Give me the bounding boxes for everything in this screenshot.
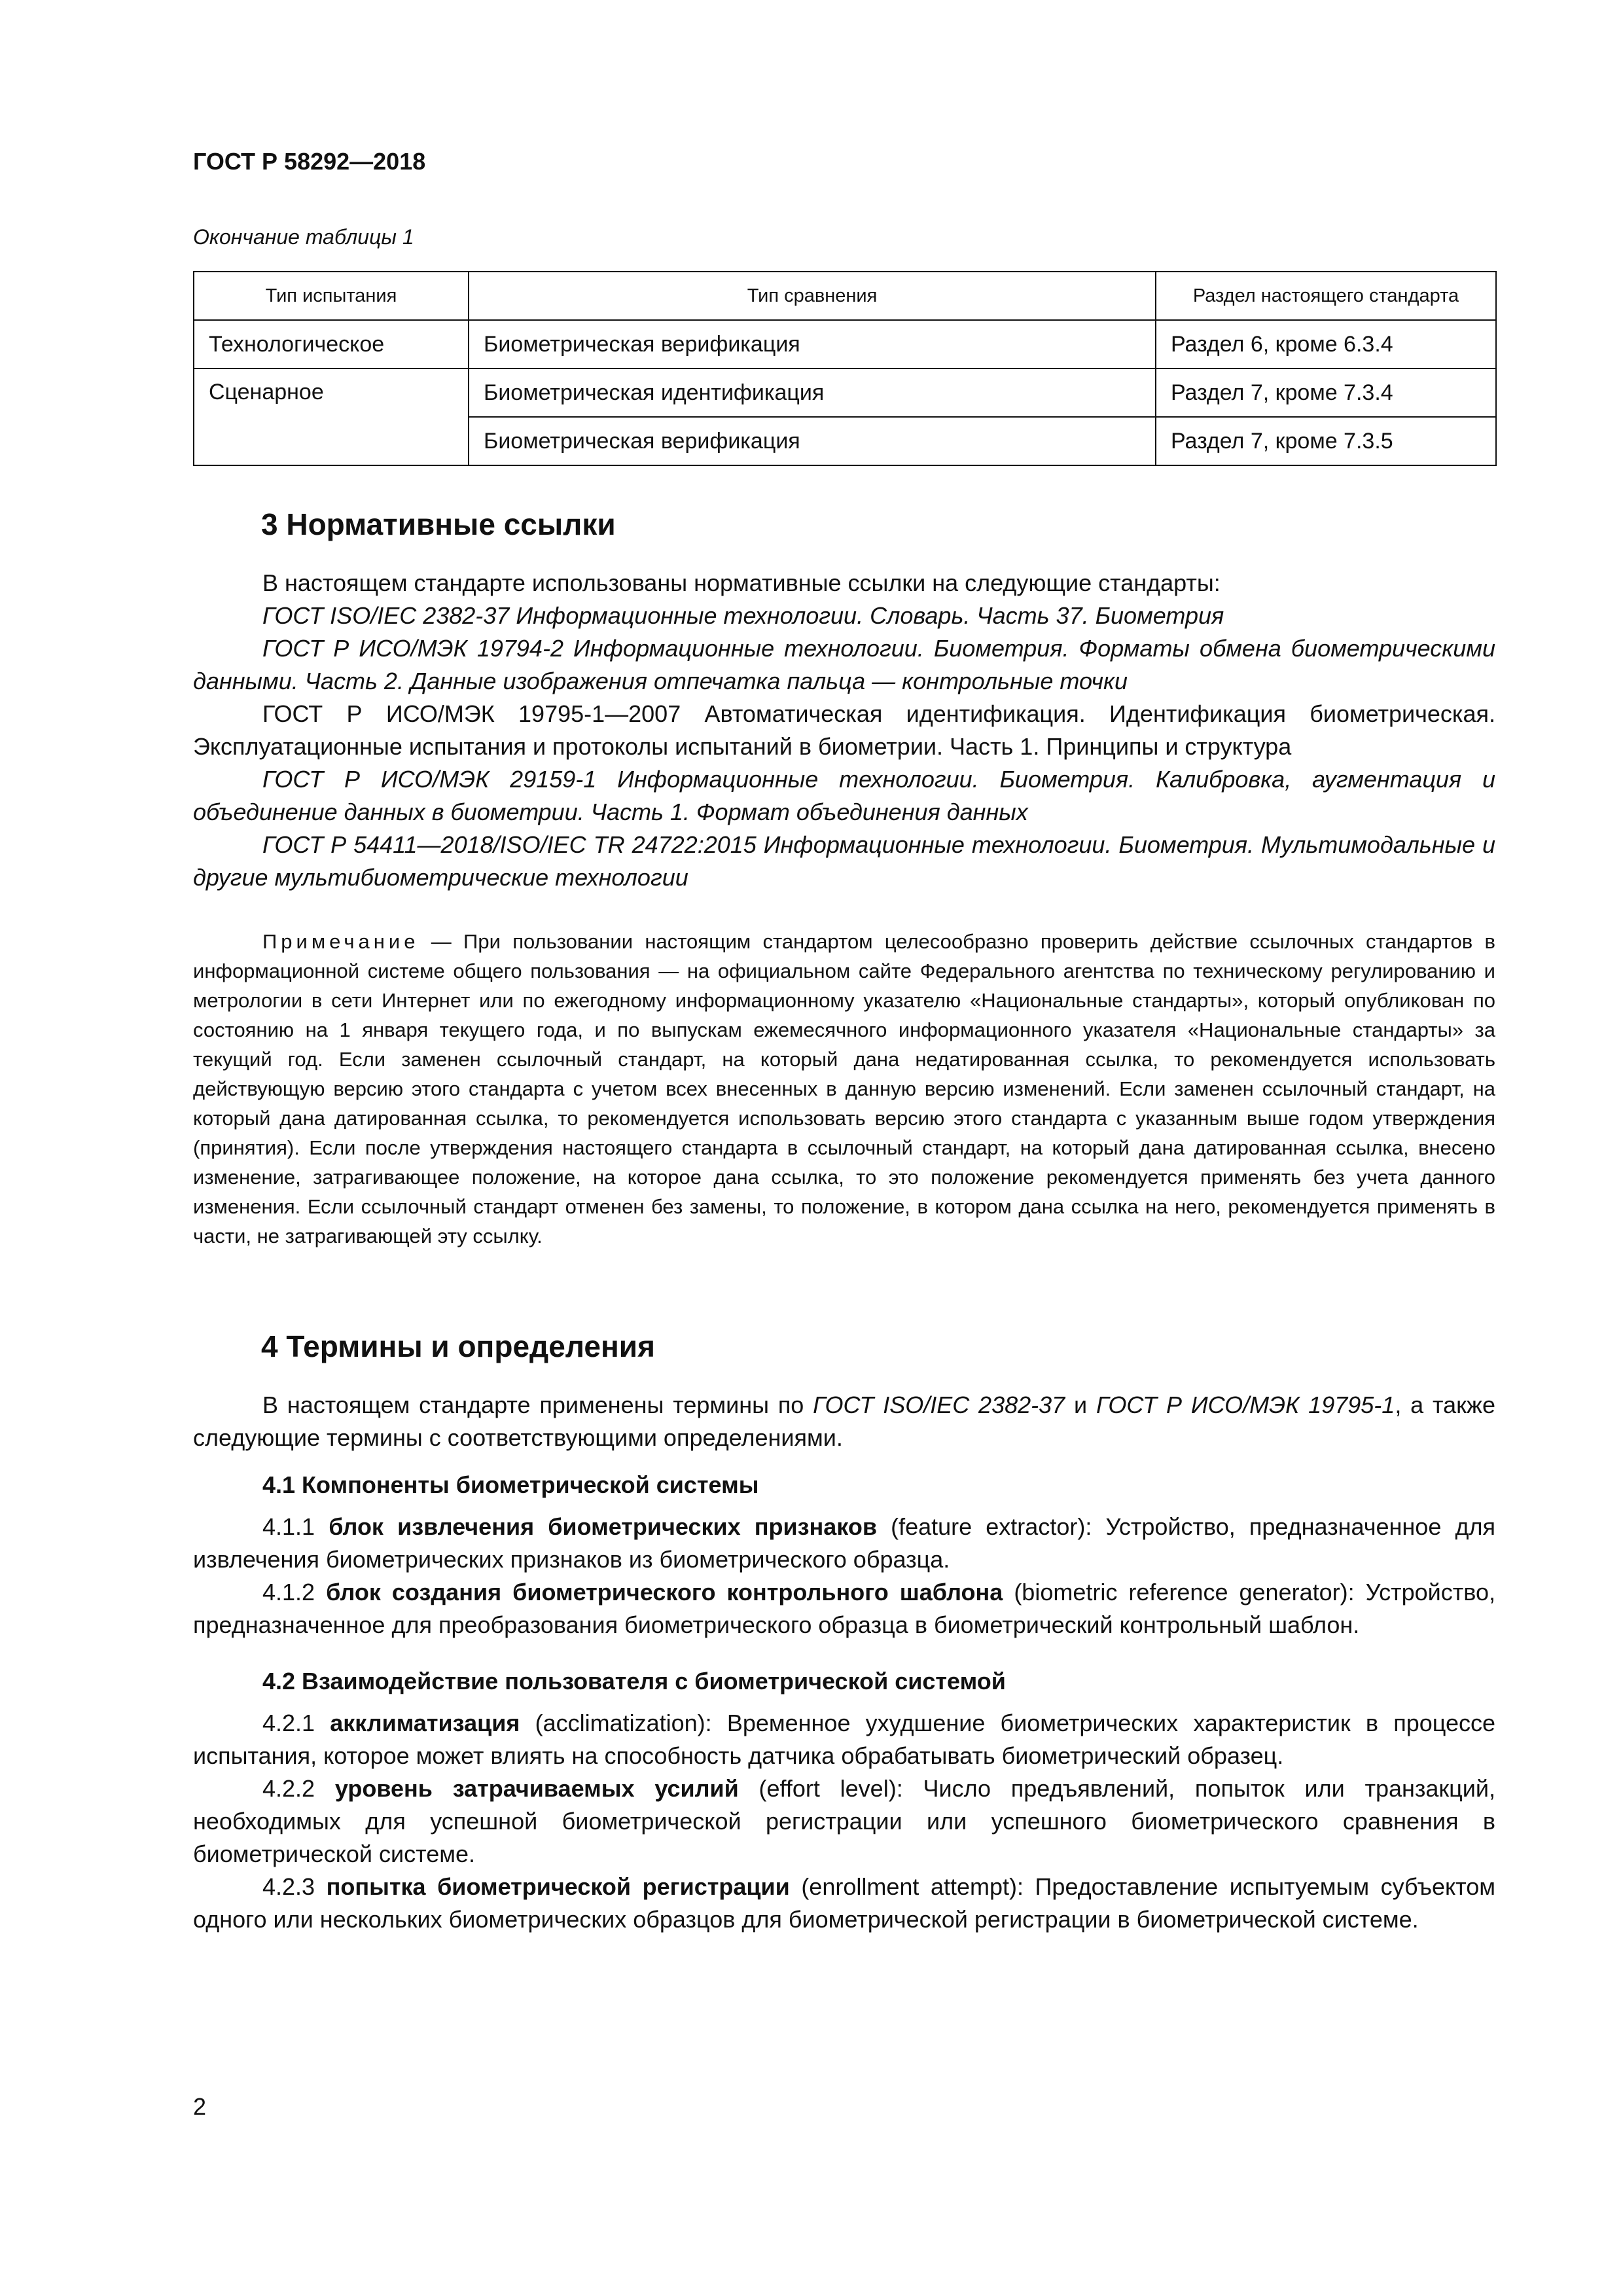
term-entry: 4.1.1 блок извлечения биометрических признаков (feature extractor): Устройство, предназначенное для извлечения биометрических признаков из биометрического образца. (193, 1513, 1495, 1573)
test-types-table (193, 271, 1497, 466)
reference-item: ГОСТ Р ИСО/МЭК 29159-1 Информационные технологии. Биометрия. Калибровка, аугментация и объединение данных в биометрии. Часть 1. Формат объединения данных (193, 766, 1495, 825)
table-cell: Раздел 6, кроме 6.3.4 (1156, 320, 1496, 368)
table-row (194, 368, 1496, 417)
page-number: 2 (193, 2093, 207, 2120)
table-cell: Технологическое (194, 320, 469, 368)
table-row (194, 320, 1496, 368)
note-label: Примечание (262, 930, 419, 953)
terms-intro: В настоящем стандарте применены термины по ГОСТ ISO/IEC 2382-37 и ГОСТ Р ИСО/МЭК 19795-1, а также следующие термины с соответствующими определениями. (193, 1391, 1495, 1451)
reference-item: ГОСТ Р 54411—2018/ISO/IEC TR 24722:2015 Информационные технологии. Биометрия. Мультимодальные и другие мультибиометрические технологии (193, 831, 1495, 891)
document-code: ГОСТ Р 58292—2018 (193, 148, 426, 175)
term-entry: 4.1.2 блок создания биометрического контрольного шаблона (biometric reference generator): Устройство, предназначенное для преобразования биометрического образца в биометрический контрольный шаблон. (193, 1579, 1495, 1638)
note-text: — При пользовании настоящим стандартом целесообразно проверить действие ссылочных стандартов в информационной системе общего пользования — на официальном сайте Федерального агентства по техническому регулированию и метрологии в сети Интернет или по ежегодному информационному указателю «Национальные стандарты», который опубликован по состоянию на 1 января текущего года, и по выпускам ежемесячного информационного указателя «Национальные стандарты» за текущий год. Если заменен ссылочный стандарт, на который дана недатированная ссылка, то рекомендуется использовать действующую версию этого стандарта с учетом всех внесенных в данную версию изменений. Если заменен ссылочный стандарт, на который дана датированная ссылка, то рекомендуется использовать версию этого стандарта с указанным выше годом утверждения (принятия). Если после утверждения настоящего стандарта в ссылочный стандарт, на который дана датированная ссылка, внесено изменение, затрагивающее положение, на которое дана ссылка, то это положение рекомендуется применять без учета данного изменения. Если ссылочный стандарт отменен без замены, то положение, в котором дана ссылка на него, рекомендуется применять в части, не затрагивающей эту ссылку. (193, 930, 1495, 1247)
table-cell: Раздел 7, кроме 7.3.5 (1156, 417, 1496, 465)
reference-item: ГОСТ Р ИСО/МЭК 19794-2 Информационные технологии. Биометрия. Форматы обмена биометрическими данными. Часть 2. Данные изображения отпечатка пальца — контрольные точки (193, 635, 1495, 694)
table-continuation-caption: Окончание таблицы 1 (193, 225, 414, 249)
reference-item: ГОСТ ISO/IEC 2382-37 Информационные технологии. Словарь. Часть 37. Биометрия (262, 602, 1224, 629)
section-4-heading: 4 Термины и определения (261, 1329, 655, 1363)
column-header: Тип испытания (194, 272, 469, 320)
column-header: Раздел настоящего стандарта (1156, 272, 1496, 320)
table-cell: Раздел 7, кроме 7.3.4 (1156, 368, 1496, 417)
terms-section (193, 1389, 1495, 1936)
references-note (193, 927, 1495, 1251)
table-cell: Биометрическая верификация (469, 320, 1156, 368)
table-cell: Сценарное (194, 368, 469, 465)
reference-item: ГОСТ Р ИСО/МЭК 19795-1—2007 Автоматическая идентификация. Идентификация биометрическая. Эксплуатационные испытания и протоколы испытаний в биометрии. Часть 1. Принципы и структура (193, 700, 1495, 760)
term-entry: 4.2.3 попытка биометрической регистрации (enrollment attempt): Предоставление испытуемым субъектом одного или нескольких биометрических образцов для биометрической регистрации в биометрической системе. (193, 1873, 1495, 1933)
references-intro: В настоящем стандарте использованы нормативные ссылки на следующие стандарты: (262, 569, 1221, 596)
normative-references (193, 567, 1495, 894)
subsection-4-2-heading: 4.2 Взаимодействие пользователя с биометрической системой (262, 1668, 1006, 1695)
table-cell: Биометрическая верификация (469, 417, 1156, 465)
subsection-4-1-heading: 4.1 Компоненты биометрической системы (262, 1471, 759, 1498)
term-entry: 4.2.2 уровень затрачиваемых усилий (effort level): Число предъявлений, попыток или транзакций, необходимых для успешной биометрической регистрации или успешного биометрического сравнения в биометрической системе. (193, 1775, 1495, 1867)
table-header-row (194, 272, 1496, 320)
section-3-heading: 3 Нормативные ссылки (261, 507, 616, 541)
column-header: Тип сравнения (469, 272, 1156, 320)
term-entry: 4.2.1 акклиматизация (acclimatization): Временное ухудшение биометрических характеристик в процессе испытания, которое может влиять на способность датчика обрабатывать биометрический образец. (193, 1710, 1495, 1769)
table-cell: Биометрическая идентификация (469, 368, 1156, 417)
